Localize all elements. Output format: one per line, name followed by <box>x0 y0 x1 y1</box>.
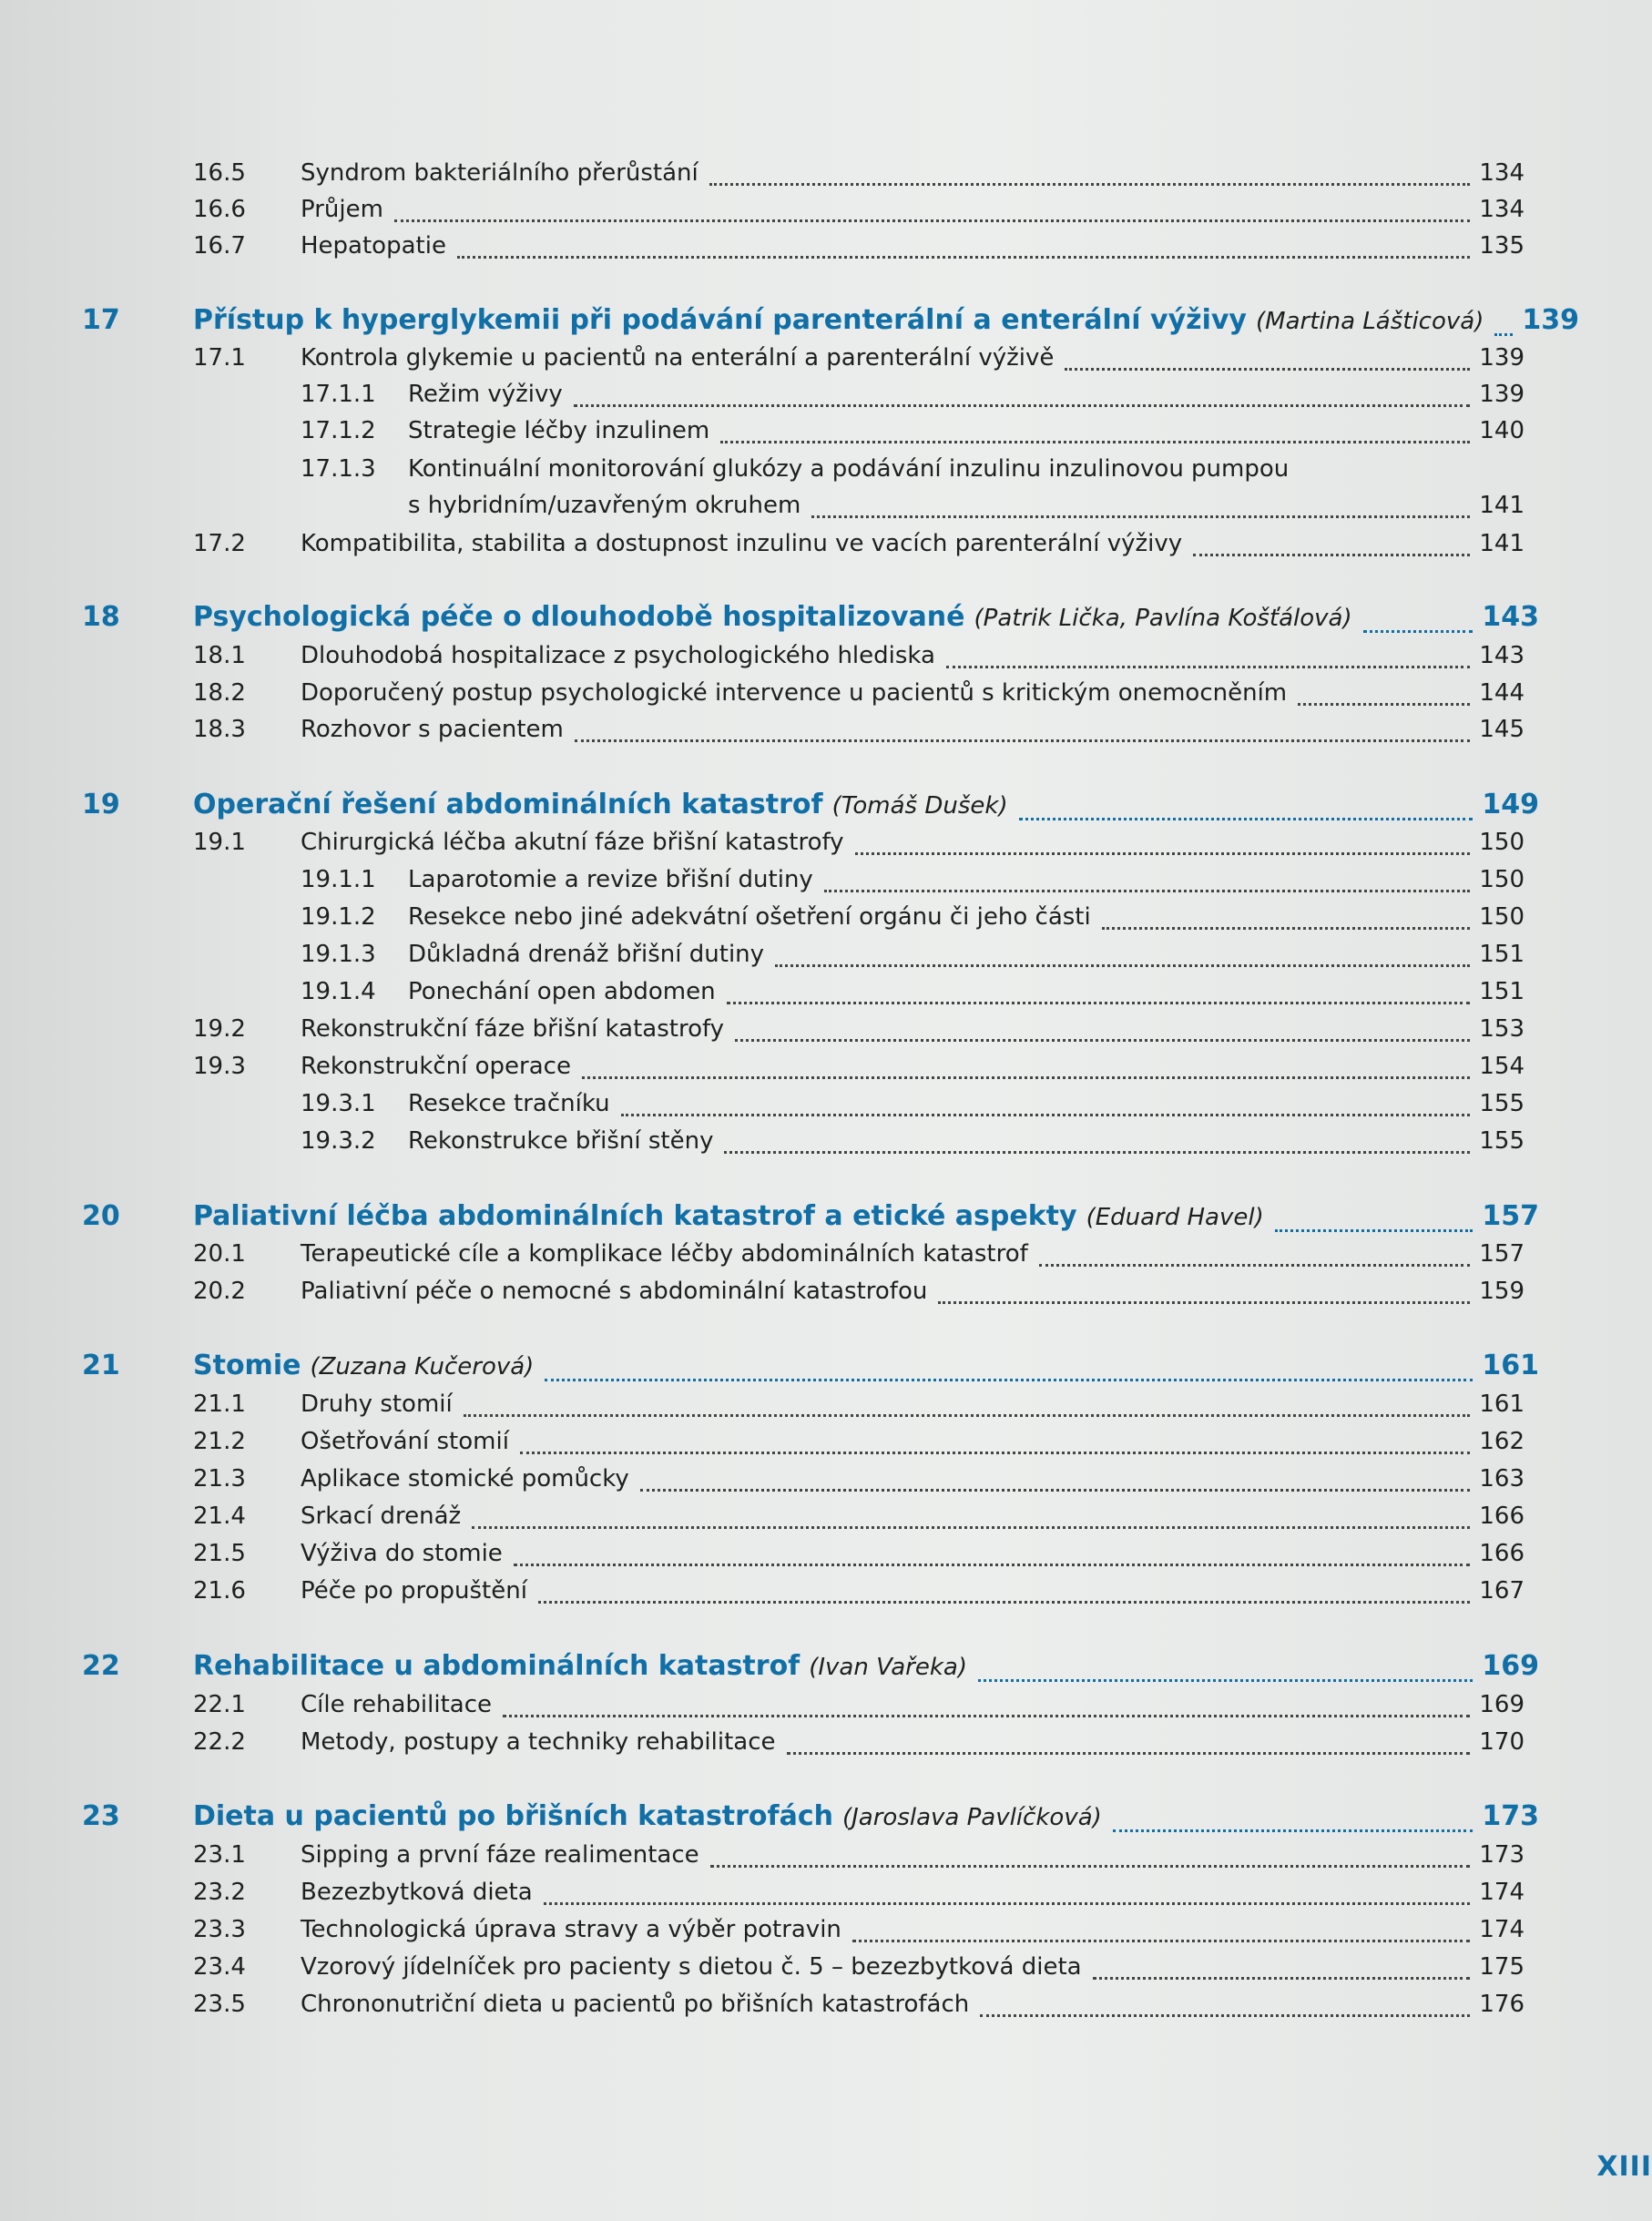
entry-title: Chrononutriční dieta u pacientů po břišních katastrofách <box>301 1991 970 2018</box>
entry-number: 16.6 <box>193 196 246 223</box>
entry-title: Srkací drenáž <box>301 1503 462 1530</box>
entry-number: 17.2 <box>193 530 246 557</box>
toc-entry[interactable] <box>193 1015 1525 1050</box>
dot-leader <box>464 1414 1471 1417</box>
entry-number: 18.1 <box>193 642 246 669</box>
chapter-author: (Jaroslava Pavlíčková) <box>841 1804 1102 1831</box>
entry-number: 21.6 <box>193 1577 246 1605</box>
entry-number: 19.1.1 <box>301 866 376 893</box>
entry-page: 144 <box>1479 679 1525 707</box>
dot-leader <box>1275 1229 1474 1232</box>
dot-leader <box>1298 703 1470 706</box>
chapter-author: (Tomáš Dušek) <box>831 792 1008 820</box>
chapter-number: 17 <box>82 304 120 336</box>
dot-leader <box>978 1679 1473 1682</box>
entry-number: 17.1.2 <box>301 417 376 444</box>
entry-number: 17.1.1 <box>301 381 376 408</box>
toc-entry[interactable] <box>193 159 1525 194</box>
entry-title: Vzorový jídelníček pro pacienty s dietou č. 5 – bezezbytková dieta <box>301 1953 1082 1981</box>
entry-title: Rekonstrukční operace <box>301 1053 571 1080</box>
entry-title: Sipping a první fáze realimentace <box>301 1841 699 1869</box>
toc-entry[interactable] <box>193 642 1525 677</box>
entry-number: 19.1.2 <box>301 903 376 931</box>
entry-page: 135 <box>1479 232 1525 260</box>
toc-entry[interactable] <box>193 1391 1525 1425</box>
chapter-title: Dieta u pacientů po břišních katastrofách <box>193 1800 833 1832</box>
entry-page: 140 <box>1479 417 1525 444</box>
entry-page: 154 <box>1479 1053 1525 1080</box>
entry-page: 145 <box>1479 716 1525 743</box>
entry-title: Ošetřování stomií <box>301 1428 509 1455</box>
entry-page: 139 <box>1479 381 1525 408</box>
chapter-page: 157 <box>1482 1200 1539 1232</box>
entry-number: 23.2 <box>193 1879 246 1906</box>
toc-entry[interactable] <box>193 679 1525 714</box>
dot-leader <box>538 1601 1470 1604</box>
chapter-author: (Martina Lášticová) <box>1256 308 1484 335</box>
dot-leader <box>1193 554 1470 556</box>
chapter-author: (Ivan Vařeka) <box>809 1654 967 1681</box>
dot-leader <box>855 852 1471 855</box>
entry-title: Strategie léčby inzulinem <box>408 417 710 444</box>
entry-page: 176 <box>1479 1991 1525 2018</box>
entry-number: 19.2 <box>193 1015 246 1043</box>
entry-title: Režim výživy <box>408 381 563 408</box>
chapter-title: Paliativní léčba abdominálních katastrof a etické aspekty <box>193 1200 1077 1232</box>
entry-page: 153 <box>1479 1015 1525 1043</box>
chapter-title: Psychologická péče o dlouhodobě hospitalizované <box>193 601 965 633</box>
toc-entry[interactable] <box>193 1953 1525 1988</box>
entry-number: 19.3 <box>193 1053 246 1080</box>
toc-entry[interactable] <box>193 1841 1525 1876</box>
dot-leader <box>946 666 1470 668</box>
entry-title: Aplikace stomické pomůcky <box>301 1465 629 1493</box>
chapter-number: 22 <box>82 1650 120 1682</box>
dot-leader <box>520 1452 1470 1454</box>
entry-title: Ponechání open abdomen <box>408 978 716 1005</box>
toc-entry[interactable] <box>193 1465 1525 1500</box>
entry-page: 157 <box>1479 1240 1525 1268</box>
entry-page: 161 <box>1479 1391 1525 1418</box>
chapter-author: (Patrik Lička, Pavlína Košťálová) <box>974 605 1352 632</box>
dot-leader <box>457 256 1470 259</box>
dot-leader <box>727 1002 1471 1004</box>
chapter-page: 149 <box>1482 789 1539 820</box>
toc-entry[interactable] <box>193 344 1525 379</box>
entry-number: 19.1 <box>193 829 246 856</box>
dot-leader <box>1102 927 1471 930</box>
chapter-number: 23 <box>82 1800 120 1832</box>
chapter-page: 173 <box>1482 1800 1539 1832</box>
dot-leader <box>1113 1829 1474 1832</box>
dot-leader <box>852 1940 1470 1942</box>
entry-page: 173 <box>1479 1841 1525 1869</box>
dot-leader <box>575 739 1471 742</box>
entry-page: 139 <box>1479 344 1525 372</box>
chapter-number: 19 <box>82 789 120 820</box>
toc-entry[interactable] <box>193 1728 1525 1763</box>
dot-leader <box>811 515 1470 518</box>
entry-title: Kontrola glykemie u pacientů na enterální a parenterální výživě <box>301 344 1055 372</box>
entry-number: 19.1.3 <box>301 941 376 968</box>
entry-number: 18.3 <box>193 716 246 743</box>
entry-title: Průjem <box>301 196 383 223</box>
entry-title: Výživa do stomie <box>301 1540 503 1567</box>
toc-entry-first-line[interactable] <box>301 455 1525 490</box>
chapter-title: Operační řešení abdominálních katastrof <box>193 789 823 820</box>
dot-leader <box>544 1902 1471 1905</box>
dot-leader <box>503 1715 1470 1717</box>
entry-title: Bezezbytková dieta <box>301 1879 533 1906</box>
entry-title: Metody, postupy a techniky rehabilitace <box>301 1728 776 1756</box>
dot-leader <box>514 1564 1471 1566</box>
entry-number: 20.1 <box>193 1240 246 1268</box>
page-folio: XIII <box>1596 2151 1652 2183</box>
toc-entry[interactable] <box>301 417 1525 452</box>
entry-title: Paliativní péče o nemocné s abdominální katastrofou <box>301 1278 928 1305</box>
dot-leader <box>709 183 1471 186</box>
chapter-page: 161 <box>1482 1350 1539 1381</box>
entry-page: 151 <box>1479 978 1525 1005</box>
toc-entry[interactable] <box>301 866 1525 901</box>
toc-entry[interactable] <box>193 829 1525 863</box>
dot-leader <box>574 404 1471 407</box>
entry-page: 167 <box>1479 1577 1525 1605</box>
toc-chapter-23[interactable] <box>82 1800 1539 1840</box>
entry-title: Syndrom bakteriálního přerůstání <box>301 159 699 187</box>
entry-number: 16.7 <box>193 232 246 260</box>
dot-leader <box>735 1039 1470 1042</box>
entry-title: Resekce tračníku <box>408 1090 610 1117</box>
entry-title: Hepatopatie <box>301 232 446 260</box>
dot-leader <box>472 1526 1470 1529</box>
entry-title-continuation: s hybridním/uzavřeným okruhem <box>408 492 801 519</box>
dot-leader <box>1093 1977 1471 1980</box>
entry-title: Péče po propuštění <box>301 1577 527 1605</box>
chapter-author: (Eduard Havel) <box>1086 1204 1264 1231</box>
dot-leader <box>1494 333 1513 336</box>
entry-title: Kontinuální monitorování glukózy a podávání inzulinu inzulinovou pumpou <box>408 455 1290 483</box>
dot-leader <box>980 2014 1470 2017</box>
entry-number: 23.5 <box>193 1991 246 2018</box>
entry-page: 174 <box>1479 1879 1525 1906</box>
toc-chapter-22[interactable] <box>82 1650 1539 1690</box>
entry-title: Terapeutické cíle a komplikace léčby abdominálních katastrof <box>301 1240 1028 1268</box>
chapter-title: Stomie <box>193 1350 301 1381</box>
toc-entry[interactable] <box>301 1127 1525 1162</box>
chapter-page: 169 <box>1482 1650 1539 1682</box>
entry-title: Resekce nebo jiné adekvátní ošetření orgánu či jeho části <box>408 903 1091 931</box>
entry-number: 21.2 <box>193 1428 246 1455</box>
toc-entry[interactable] <box>193 196 1525 230</box>
toc-chapter-18[interactable] <box>82 601 1539 641</box>
toc-entry[interactable] <box>193 1240 1525 1275</box>
toc-entry[interactable] <box>301 903 1525 938</box>
toc-entry[interactable] <box>193 716 1525 750</box>
entry-page: 141 <box>1479 492 1525 519</box>
dot-leader <box>938 1301 1470 1304</box>
entry-page: 150 <box>1479 829 1525 856</box>
chapter-number: 18 <box>82 601 120 633</box>
entry-page: 150 <box>1479 866 1525 893</box>
entry-page: 150 <box>1479 903 1525 931</box>
entry-title: Rekonstrukce břišní stěny <box>408 1127 714 1155</box>
entry-number: 21.4 <box>193 1503 246 1530</box>
entry-page: 166 <box>1479 1540 1525 1567</box>
entry-page: 159 <box>1479 1278 1525 1305</box>
entry-page: 155 <box>1479 1127 1525 1155</box>
entry-title: Kompatibilita, stabilita a dostupnost inzulinu ve vacích parenterální výživy <box>301 530 1183 557</box>
dot-leader <box>775 964 1470 967</box>
entry-number: 23.4 <box>193 1953 246 1981</box>
entry-number: 23.1 <box>193 1841 246 1869</box>
chapter-author: (Zuzana Kučerová) <box>310 1353 535 1380</box>
toc-entry[interactable] <box>301 381 1525 415</box>
dot-leader <box>1065 368 1470 371</box>
entry-number: 22.1 <box>193 1691 246 1718</box>
toc-entry[interactable] <box>301 1090 1525 1125</box>
toc-entry[interactable] <box>193 1577 1525 1612</box>
entry-number: 21.5 <box>193 1540 246 1567</box>
dot-leader <box>640 1489 1471 1492</box>
toc-entry[interactable] <box>193 530 1525 565</box>
entry-page: 143 <box>1479 642 1525 669</box>
toc-chapter-21[interactable] <box>82 1350 1539 1390</box>
chapter-title: Přístup k hyperglykemii při podávání parenterální a enterální výživy <box>193 304 1247 336</box>
dot-leader <box>787 1752 1471 1755</box>
entry-title: Chirurgická léčba akutní fáze břišní katastrofy <box>301 829 844 856</box>
entry-title: Cíle rehabilitace <box>301 1691 492 1718</box>
dot-leader <box>394 219 1470 222</box>
entry-number: 16.5 <box>193 159 246 187</box>
chapter-number: 20 <box>82 1200 120 1232</box>
entry-title: Rekonstrukční fáze břišní katastrofy <box>301 1015 725 1043</box>
entry-title: Rozhovor s pacientem <box>301 716 564 743</box>
entry-number: 18.2 <box>193 679 246 707</box>
entry-title: Technologická úprava stravy a výběr potravin <box>301 1916 841 1943</box>
entry-page: 166 <box>1479 1503 1525 1530</box>
entry-number: 19.3.2 <box>301 1127 376 1155</box>
chapter-page: 143 <box>1482 601 1539 633</box>
toc-entry[interactable] <box>193 232 1525 267</box>
chapter-number: 21 <box>82 1350 120 1381</box>
entry-page: 174 <box>1479 1916 1525 1943</box>
dot-leader <box>710 1865 1471 1868</box>
dot-leader <box>1019 818 1474 820</box>
dot-leader <box>545 1379 1473 1381</box>
entry-number: 17.1 <box>193 344 246 372</box>
toc-entry-continuation[interactable] <box>301 492 1525 526</box>
entry-number: 19.3.1 <box>301 1090 376 1117</box>
dot-leader <box>582 1076 1470 1079</box>
entry-number: 23.3 <box>193 1916 246 1943</box>
entry-page: 170 <box>1479 1728 1525 1756</box>
toc-entry[interactable] <box>301 941 1525 975</box>
chapter-page: 139 <box>1522 304 1579 336</box>
entry-number: 22.2 <box>193 1728 246 1756</box>
toc-chapter-17[interactable] <box>82 304 1579 344</box>
dot-leader <box>720 441 1470 443</box>
dot-leader <box>621 1114 1471 1116</box>
toc-entry[interactable] <box>193 1879 1525 1913</box>
entry-page: 141 <box>1479 530 1525 557</box>
toc-entry[interactable] <box>301 978 1525 1013</box>
entry-page: 162 <box>1479 1428 1525 1455</box>
toc-entry[interactable] <box>193 1278 1525 1312</box>
entry-page: 175 <box>1479 1953 1525 1981</box>
entry-page: 134 <box>1479 159 1525 187</box>
dot-leader <box>1039 1264 1471 1267</box>
entry-number: 21.1 <box>193 1391 246 1418</box>
entry-number: 17.1.3 <box>301 455 376 483</box>
entry-page: 155 <box>1479 1090 1525 1117</box>
entry-title: Důkladná drenáž břišní dutiny <box>408 941 765 968</box>
entry-number: 20.2 <box>193 1278 246 1305</box>
toc-entry[interactable] <box>193 1053 1525 1087</box>
entry-title: Druhy stomií <box>301 1391 453 1418</box>
dot-leader <box>824 890 1471 892</box>
entry-page: 163 <box>1479 1465 1525 1493</box>
entry-page: 169 <box>1479 1691 1525 1718</box>
chapter-title: Rehabilitace u abdominálních katastrof <box>193 1650 801 1682</box>
toc-entry[interactable] <box>193 1428 1525 1462</box>
entry-number: 19.1.4 <box>301 978 376 1005</box>
entry-title: Dlouhodobá hospitalizace z psychologického hlediska <box>301 642 935 669</box>
toc-chapter-20[interactable] <box>82 1200 1539 1240</box>
entry-title: Doporučený postup psychologické intervence u pacientů s kritickým onemocněním <box>301 679 1288 707</box>
toc-entry[interactable] <box>193 1916 1525 1951</box>
toc-entry[interactable] <box>193 1691 1525 1726</box>
entry-number: 21.3 <box>193 1465 246 1493</box>
toc-chapter-19[interactable] <box>82 789 1539 829</box>
dot-leader <box>724 1151 1470 1154</box>
toc-entry[interactable] <box>193 1991 1525 2025</box>
entry-page: 151 <box>1479 941 1525 968</box>
dot-leader <box>1363 630 1474 633</box>
toc-entry[interactable] <box>193 1540 1525 1574</box>
entry-title: Laparotomie a revize břišní dutiny <box>408 866 813 893</box>
toc-entry[interactable] <box>193 1503 1525 1537</box>
entry-page: 134 <box>1479 196 1525 223</box>
